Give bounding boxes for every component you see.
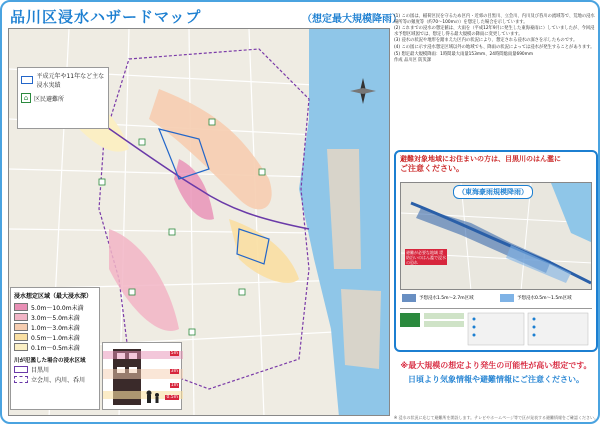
depth-row xyxy=(14,302,96,312)
compass-icon xyxy=(349,77,377,105)
depth-illustration xyxy=(102,342,182,410)
depth-label: 1.0m〜3.0m未満 xyxy=(31,324,80,332)
explanation-paragraph: (5) 想定最大規模降雨：1時間最大雨量153mm、24時間総雨量690mm xyxy=(394,51,534,57)
legend-flood-record xyxy=(21,71,105,89)
river-row xyxy=(14,364,96,374)
depth-marker-05m: 0.5m xyxy=(166,395,178,400)
depth-swatch-0 xyxy=(14,303,28,311)
bottom-caution xyxy=(394,354,598,410)
notice-legend-label: 予想浸水0.5m〜1.5m区域 xyxy=(517,296,572,301)
shelter-label: 区民避難所 xyxy=(34,95,65,103)
depth-swatch-1 xyxy=(14,313,28,321)
depth-row xyxy=(14,342,96,352)
river-row xyxy=(14,374,96,384)
notice-map[interactable] xyxy=(400,182,592,290)
explanation-paragraph: (1) この図は、稲荷区民を守るため区内・近郊の目黒川、立会川、内川及び呑川の流域等で、荒地の浸水場所等の頻度等（約70〜100mの）を想定した場合を示しています。 xyxy=(394,14,595,25)
depth-row xyxy=(14,322,96,332)
notice-map-drawing xyxy=(401,183,592,290)
depth-swatch-2 xyxy=(14,323,28,331)
depth-marker-3m: 3m xyxy=(170,369,178,374)
depth-label: 3.0m〜5.0m未満 xyxy=(31,314,80,322)
depth-row xyxy=(14,332,96,342)
depth-label: 5.0m〜10.0m未満 xyxy=(31,304,84,312)
depth-row xyxy=(14,312,96,322)
flood-record-label: 平成元年や11年など主な浸水実績 xyxy=(36,73,105,89)
depth-marker-5m: 5m xyxy=(170,351,178,356)
notice-badge: （東海豪雨規模降雨） xyxy=(453,185,533,199)
flood-record-swatch xyxy=(21,76,33,84)
explanation-paragraph: (3) 浸水の状況や地形を踏まえた区内の状況により、想定される浸水の深さを示したものです。 xyxy=(394,38,578,44)
notice-headline-line2: ご注意ください。 xyxy=(400,164,464,173)
notice-legend-label: 予想浸水1.5m〜2.7m区域 xyxy=(419,296,474,301)
depth-legend-title: 浸水想定区域（最大浸水深） xyxy=(14,293,93,300)
depth-legend xyxy=(10,287,100,410)
caution-line-2: 日頃より気象情報や避難情報にご注意ください。 xyxy=(408,375,584,384)
map-legend-top xyxy=(17,67,109,129)
notice-legend-2 xyxy=(500,294,572,302)
page-title: 品川区浸水ハザードマップ xyxy=(10,8,202,26)
notice-swatch-light xyxy=(500,294,514,302)
explanation-paragraph: (4) この図に示す浸水想定区域以外の地域でも、降雨の状況によっては浸水が発生することがあります。 xyxy=(394,44,595,50)
depth-label: 0.1m〜0.5m未満 xyxy=(31,344,80,352)
footer-note: ※ 浸水の状況に応じて避難所を開設します。テレビやホームページ等で区が発表する避難情報をご確認ください。 xyxy=(393,415,598,420)
explanatory-text xyxy=(394,14,598,144)
river-legend-title: 川が氾濫した場合の浸水区域 xyxy=(14,358,86,364)
depth-marker-1m: 1m xyxy=(170,383,178,388)
notice-legend-1 xyxy=(402,294,474,302)
notice-headline xyxy=(400,154,592,180)
shelter-icon: ⌂ xyxy=(21,93,31,103)
notice-headline-line1: 避難対象地域にお住まいの方は、目黒川のはん濫に xyxy=(400,155,561,163)
river-label: 立会川、内川、呑川 xyxy=(31,376,86,384)
explanation-meta: 作成 品川区 防災課 xyxy=(394,58,432,64)
notice-warning-label: 避難が必要な地域 堤防沿いのはん濫で浸水の恐れ xyxy=(406,250,446,265)
legend-shelter xyxy=(21,93,105,103)
depth-label: 0.5m〜1.0m未満 xyxy=(31,334,80,342)
river-swatch xyxy=(14,376,28,383)
caution-line-1: ※最大規模の想定より発生の可能性が高い想定です。 xyxy=(400,361,592,370)
depth-swatch-3 xyxy=(14,333,28,341)
notice-shelter-table xyxy=(400,308,592,348)
page-subtitle: （想定最大規模降雨） xyxy=(302,14,402,25)
river-swatch xyxy=(14,366,28,373)
depth-swatch-4 xyxy=(14,343,28,351)
river-label: 目黒川 xyxy=(31,366,50,374)
explanation-paragraph: (2) これまでの浸水の想定値は、大雨を（平成12年9月に発生した東海豪雨に）していましたが、今回浸水予想区域図では、想定し得る最大規模の降雨に変更しています。 xyxy=(394,26,595,37)
notice-swatch-dark xyxy=(402,294,416,302)
meguro-notice-panel xyxy=(394,150,598,352)
